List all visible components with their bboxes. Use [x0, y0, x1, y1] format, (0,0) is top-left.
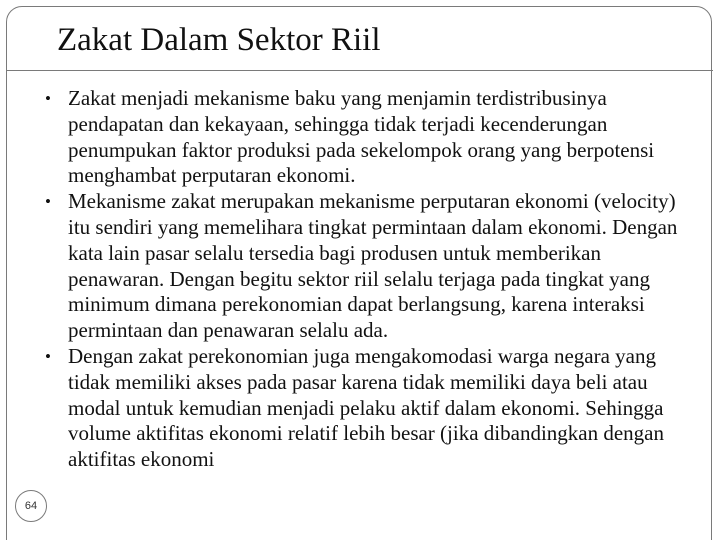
bullet-icon: •: [45, 89, 51, 108]
bullet-item-2: [45, 189, 685, 344]
title-divider: [6, 70, 713, 71]
bullet-icon: •: [45, 346, 51, 366]
bullet-list: [45, 86, 685, 473]
bullet-text-3: Dengan zakat perekonomian juga mengakomodasi warga negara yang tidak memiliki akses pada pasar karena tidak memiliki daya beli atau modal untuk kemudian menjadi pelaku aktif dalam ekonomi. Sehingga volume aktifitas ekonomi relatif lebih besar (jika dibandingkan dengan aktifitas ekonomi: [68, 343, 664, 472]
slide-title: Zakat Dalam Sektor Riil: [57, 22, 381, 58]
page-number-badge: 64: [15, 490, 47, 522]
bullet-text-2: Mekanisme zakat merupakan mekanisme perputaran ekonomi (velocity) itu sendiri yang memelihara tingkat permintaan dalam ekonomi. Dengan kata lain pasar selalu tersedia bagi produsen untuk memberikan penawaran. Dengan begitu sektor riil selalu terjaga pada tingkat yang minimum dimana perekonomian dapat berlangsung, karena interaksi permintaan dan penawaran selalu ada.: [68, 189, 678, 343]
bullet-item-3: [45, 344, 685, 473]
bullet-icon: •: [45, 192, 51, 212]
bullet-text-1: Zakat menjadi mekanisme baku yang menjamin terdistribusinya pendapatan dan kekayaan, sehingga tidak terjadi kecenderungan penumpukan faktor produksi pada sekelompok orang yang berpotensi menghambat perputaran ekonomi.: [68, 86, 655, 188]
bullet-item-1: [45, 86, 685, 189]
